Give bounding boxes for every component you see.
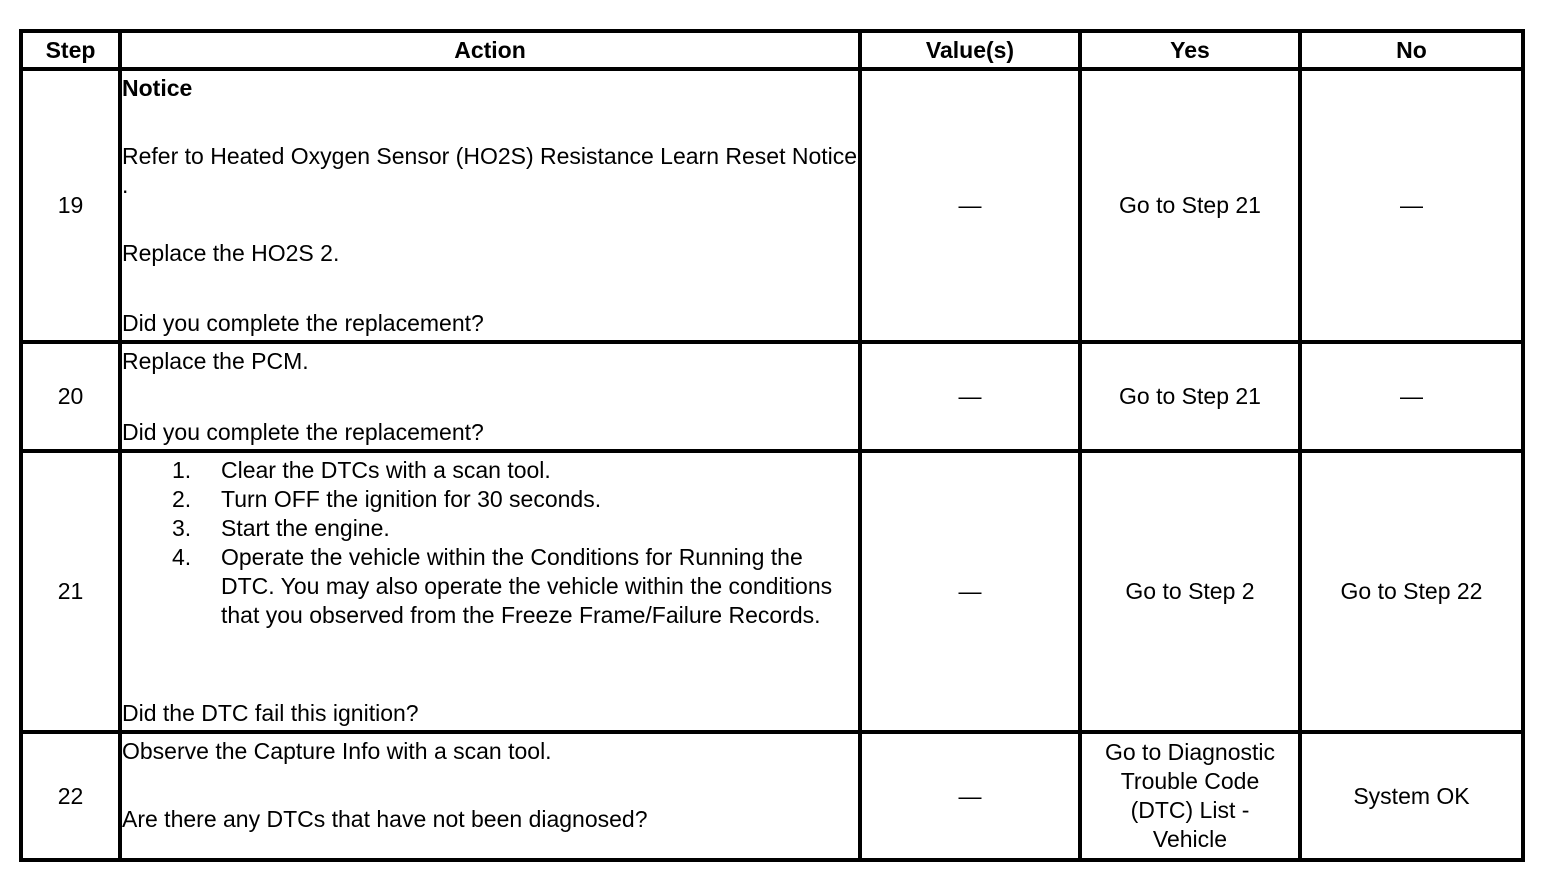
yes-cell: Go to Diagnostic Trouble Code (DTC) List - Vehicle: [1080, 732, 1300, 860]
list-item-number: 2.: [172, 485, 192, 512]
table-row-step-22: [21, 732, 1523, 860]
list-item: [122, 485, 858, 514]
table-row-step-20: [21, 342, 1523, 451]
no-cell: —: [1300, 342, 1523, 451]
header-yes: Yes: [1080, 31, 1300, 69]
diagnostic-steps-table: [19, 29, 1525, 862]
list-item-number: 3.: [172, 514, 192, 541]
header-no: No: [1300, 31, 1523, 69]
yes-cell: Go to Step 21: [1080, 69, 1300, 342]
list-item-number: 1.: [172, 456, 192, 483]
value-cell: —: [860, 69, 1080, 342]
yes-cell: Go to Step 21: [1080, 342, 1300, 451]
list-item-text: Operate the vehicle within the Conditions for Running the DTC. You may also operate the vehicle within the conditions that you observed from the Freeze Frame/Failure Records.: [221, 543, 833, 628]
yes-cell: Go to Step 2: [1080, 451, 1300, 732]
notice-title: Notice: [122, 74, 193, 101]
step-number: 21: [21, 451, 120, 732]
notice-text: Refer to Heated Oxygen Sensor (HO2S) Resistance Learn Reset Notice .: [122, 142, 858, 198]
value-cell: —: [860, 451, 1080, 732]
header-action: Action: [120, 31, 860, 69]
action-cell: [120, 342, 860, 451]
header-step: Step: [21, 31, 120, 69]
list-item: [122, 456, 858, 485]
list-item-text: Clear the DTCs with a scan tool.: [221, 456, 551, 483]
step-number: 19: [21, 69, 120, 342]
action-cell: [120, 732, 860, 860]
instruction-text: Replace the PCM.: [122, 347, 309, 374]
question-text: Did you complete the replacement?: [122, 418, 484, 445]
question-text: Did you complete the replacement?: [122, 309, 484, 336]
list-item-text: Start the engine.: [221, 514, 390, 541]
step-number: 20: [21, 342, 120, 451]
table-row-step-19: [21, 69, 1523, 342]
instruction-text: Observe the Capture Info with a scan tool.: [122, 737, 552, 764]
action-cell: [120, 69, 860, 342]
list-item: [122, 543, 858, 630]
list-item-number: 4.: [172, 543, 192, 570]
header-row: [21, 31, 1523, 69]
value-cell: —: [860, 732, 1080, 860]
procedure-list: [122, 456, 858, 630]
header-values: Value(s): [860, 31, 1080, 69]
step-number: 22: [21, 732, 120, 860]
value-cell: —: [860, 342, 1080, 451]
no-cell: Go to Step 22: [1300, 451, 1523, 732]
table-row-step-21: [21, 451, 1523, 732]
list-item: [122, 514, 858, 543]
question-text: Did the DTC fail this ignition?: [122, 699, 419, 726]
question-text: Are there any DTCs that have not been diagnosed?: [122, 805, 648, 832]
instruction-text: Replace the HO2S 2.: [122, 239, 340, 266]
no-cell: —: [1300, 69, 1523, 342]
action-cell: [120, 451, 860, 732]
no-cell: System OK: [1300, 732, 1523, 860]
list-item-text: Turn OFF the ignition for 30 seconds.: [221, 485, 602, 512]
